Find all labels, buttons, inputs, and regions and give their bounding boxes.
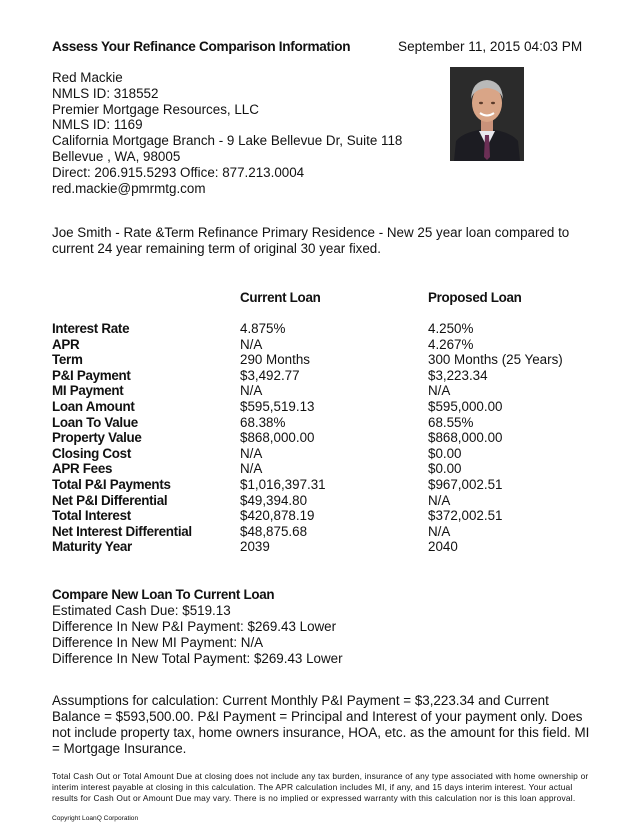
- proposed-value: 4.267%: [428, 336, 474, 352]
- current-value: $420,878.19: [240, 508, 315, 524]
- row-label: Property Value: [52, 430, 142, 446]
- table-row: [52, 321, 612, 337]
- table-row: [52, 383, 612, 399]
- current-value: N/A: [240, 461, 263, 477]
- row-label: Loan To Value: [52, 414, 138, 430]
- table-row: [52, 399, 612, 415]
- current-value: $1,016,397.31: [240, 476, 326, 492]
- proposed-value: $967,002.51: [428, 476, 503, 492]
- proposed-value: N/A: [428, 383, 451, 399]
- row-label: Net P&I Differential: [52, 492, 168, 508]
- row-label: APR Fees: [52, 461, 113, 477]
- proposed-value: $868,000.00: [428, 430, 503, 446]
- row-label: Closing Cost: [52, 445, 131, 461]
- row-label: MI Payment: [52, 383, 124, 399]
- row-label: Term: [52, 352, 83, 368]
- officer-photo: [450, 67, 524, 161]
- company-name: Premier Mortgage Resources, LLC: [52, 101, 259, 117]
- current-value: $868,000.00: [240, 430, 315, 446]
- column-header-current: Current Loan: [240, 290, 321, 305]
- phone-numbers: Direct: 206.915.5293 Office: 877.213.0004: [52, 164, 305, 180]
- table-row: [52, 477, 612, 493]
- current-value: 4.875%: [240, 321, 286, 336]
- row-label: Total Interest: [52, 508, 131, 524]
- table-row: [52, 493, 612, 509]
- loan-summary: Joe Smith - Rate &Term Refinance Primary Residence - New 25 year loan compared to current 24 year remaining term of original 30 year fixed.: [52, 225, 570, 256]
- proposed-value: N/A: [428, 492, 451, 508]
- current-value: $49,394.80: [240, 492, 308, 508]
- proposed-value: 300 Months (25 Years): [428, 352, 563, 368]
- compare-line-cash-due: Estimated Cash Due: $519.13: [52, 603, 231, 618]
- current-value: N/A: [240, 383, 263, 399]
- table-row: [52, 352, 612, 368]
- proposed-value: $3,223.34: [428, 367, 488, 383]
- comparison-table: [52, 321, 612, 555]
- table-row: [52, 508, 612, 524]
- proposed-value: $372,002.51: [428, 508, 503, 524]
- current-value: $48,875.68: [240, 523, 308, 539]
- current-value: 2039: [240, 539, 270, 555]
- assumptions-text: Assumptions for calculation: Current Monthly P&I Payment = $3,223.34 and Current Balance = $593,500.00. P&I Payment = Principal and Interest of your payment only. Does not include property tax, home owners insurance, HOA, etc. as the amount for this field. MI = Mortgage Insurance.: [52, 693, 590, 756]
- proposed-value: $0.00: [428, 461, 462, 477]
- copyright-text: Copyright LoanQ Corporation: [52, 815, 139, 822]
- disclaimer-text: Total Cash Out or Total Amount Due at closing does not include any tax burden, insurance of any type associated with home ownership or interim interest payable at closing in this calculation. The APR calculation includes MI, if any, and 15 days interim interest. Your actual results for Cash Out or Amount Due may vary. There is no implied or expressed warranty with this calculation nor is this loan approval.: [52, 771, 589, 803]
- proposed-value: $595,000.00: [428, 398, 503, 414]
- proposed-value: 2040: [428, 539, 458, 555]
- compare-section: [52, 587, 343, 667]
- row-label: Total P&I Payments: [52, 476, 171, 492]
- officer-email: red.mackie@pmrmtg.com: [52, 180, 206, 196]
- table-row: [52, 461, 612, 477]
- proposed-value: N/A: [428, 523, 451, 539]
- row-label: Loan Amount: [52, 398, 135, 414]
- table-row: [52, 539, 612, 555]
- compare-line-pi: Difference In New P&I Payment: $269.43 Lower: [52, 619, 337, 634]
- current-value: $3,492.77: [240, 367, 300, 383]
- city-state-zip: Bellevue , WA, 98005: [52, 148, 181, 164]
- officer-nmls: NMLS ID: 318552: [52, 85, 159, 101]
- row-label: APR: [52, 336, 80, 352]
- compare-line-total: Difference In New Total Payment: $269.43 Lower: [52, 651, 343, 666]
- company-nmls: NMLS ID: 1169: [52, 117, 143, 133]
- page-title: Assess Your Refinance Comparison Information: [52, 39, 351, 54]
- current-value: 290 Months: [240, 352, 310, 368]
- row-label: Maturity Year: [52, 539, 132, 555]
- proposed-value: 4.250%: [428, 321, 474, 336]
- portrait-image: [450, 67, 524, 161]
- table-row: [52, 524, 612, 540]
- compare-title: Compare New Loan To Current Loan: [52, 587, 275, 602]
- table-row: [52, 368, 612, 384]
- current-value: 68.38%: [240, 414, 286, 430]
- report-date: September 11, 2015 04:03 PM: [398, 39, 583, 54]
- table-row: [52, 415, 612, 431]
- loan-officer-info: [52, 70, 402, 196]
- row-label: P&I Payment: [52, 367, 131, 383]
- proposed-value: $0.00: [428, 445, 462, 461]
- current-value: N/A: [240, 445, 263, 461]
- current-value: N/A: [240, 336, 263, 352]
- current-value: $595,519.13: [240, 398, 315, 414]
- table-row: [52, 430, 612, 446]
- table-row: [52, 446, 612, 462]
- table-row: [52, 337, 612, 353]
- branch-address: California Mortgage Branch - 9 Lake Bellevue Dr, Suite 118: [52, 133, 403, 149]
- row-label: Net Interest Differential: [52, 523, 192, 539]
- column-header-proposed: Proposed Loan: [428, 290, 522, 305]
- compare-line-mi: Difference In New MI Payment: N/A: [52, 635, 264, 650]
- officer-name: Red Mackie: [52, 70, 123, 85]
- proposed-value: 68.55%: [428, 414, 474, 430]
- row-label: Interest Rate: [52, 321, 130, 336]
